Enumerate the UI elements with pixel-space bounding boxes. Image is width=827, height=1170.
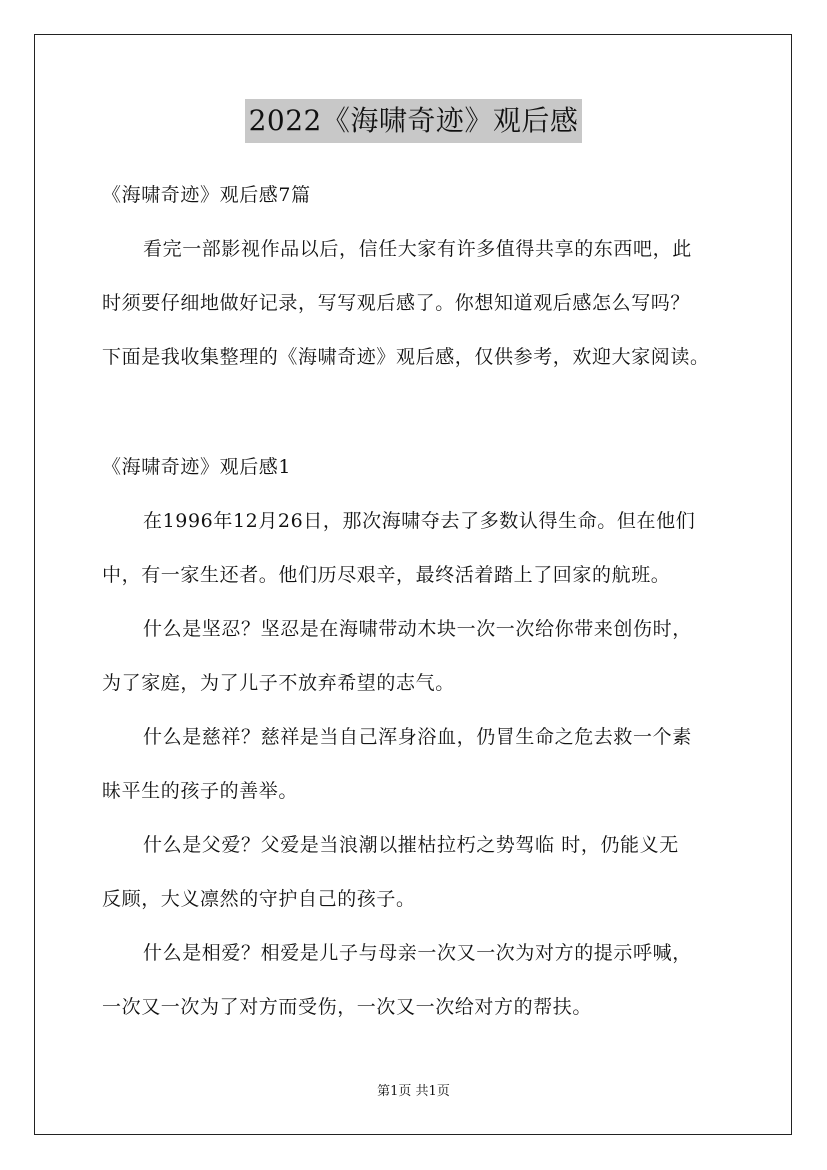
intro-line-1: 看完一部影视作品以后，信任大家有许多值得共享的东西吧，此 — [143, 238, 692, 260]
body-line-9: 什么是相爱？相爱是儿子与母亲一次又一次为对方的提示呼喊， — [143, 942, 692, 964]
body-line-6: 昧平生的孩子的善举。 — [102, 780, 299, 802]
body-line-8: 反顾，大义凛然的守护自己的孩子。 — [102, 888, 416, 910]
body-line-10: 一次又一次为了对方而受伤，一次又一次给对方的帮扶。 — [102, 996, 593, 1018]
section-heading: 《海啸奇迹》观后感1 — [102, 456, 292, 478]
document-title: 2022《海啸奇迹》观后感 — [245, 99, 583, 143]
body-line-1: 在1996年12月26日，那次海啸夺去了多数认得生命。但在他们 — [143, 510, 696, 532]
page-footer: 第1页 共1页 — [377, 1084, 450, 1099]
intro-line-2: 时须要仔细地做好记录，写写观后感了。你想知道观后感怎么写吗？ — [102, 292, 691, 314]
body-line-4: 为了家庭，为了儿子不放弃希望的志气。 — [102, 672, 455, 694]
body-line-7: 什么是父爱？父爱是当浪潮以摧枯拉朽之势驾临 时，仍能义无 — [143, 834, 679, 856]
body-line-3: 什么是坚忍？坚忍是在海啸带动木块一次一次给你带来创伤时， — [143, 618, 692, 640]
document-subtitle: 《海啸奇迹》观后感7篇 — [102, 184, 311, 206]
intro-line-3: 下面是我收集整理的《海啸奇迹》观后感，仅供参考，欢迎大家阅读。 — [102, 346, 710, 368]
body-line-2: 中，有一家生还者。他们历尽艰辛，最终活着踏上了回家的航班。 — [102, 564, 671, 586]
title-container — [0, 99, 827, 143]
body-line-5: 什么是慈祥？慈祥是当自己浑身浴血，仍冒生命之危去救一个素 — [143, 726, 692, 748]
